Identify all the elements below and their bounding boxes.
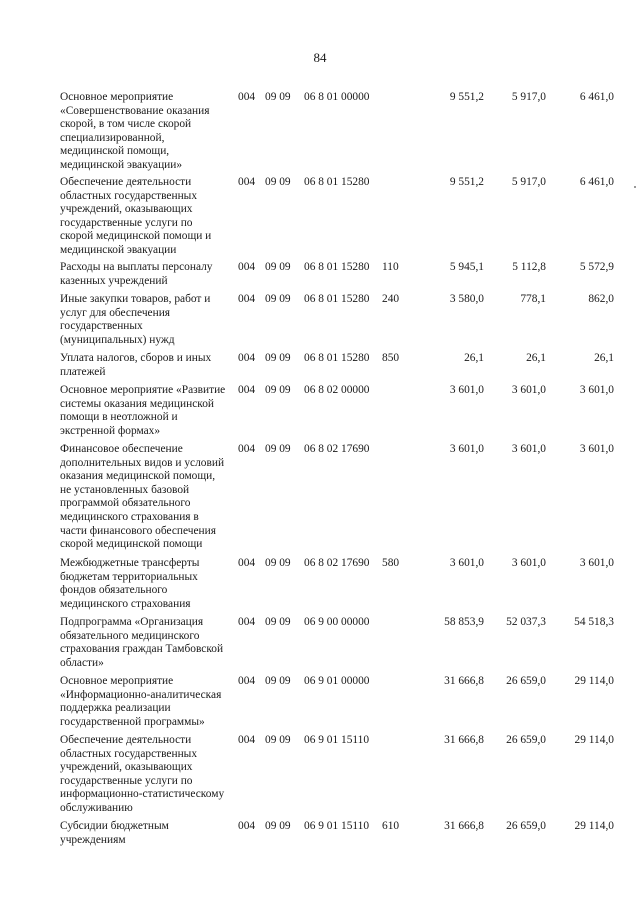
amount-year-3: 54 518,3	[574, 616, 614, 628]
ministry-code: 004	[238, 384, 256, 396]
ministry-code: 004	[238, 734, 256, 746]
section-code: 09 09	[265, 261, 291, 273]
amount-year-3: 29 114,0	[574, 734, 614, 746]
amount-year-2: 26,1	[526, 352, 546, 364]
row-name: Обеспечение деятельности областных государственных учреждений, оказывающих государственные услуги по скорой медицинской помощи и медицинской эвакуации	[60, 176, 212, 256]
section-code: 09 09	[265, 293, 291, 305]
amount-year-1: 3 601,0	[449, 557, 484, 569]
amount-year-3: 6 461,0	[579, 176, 614, 188]
ministry-code: 004	[238, 91, 256, 103]
row-name: Уплата налогов, сборов и иных платежей	[60, 352, 212, 378]
target-code: 06 8 01 15280	[304, 261, 370, 273]
amount-year-2: 52 037,3	[506, 616, 546, 628]
row-name: Основное мероприятие «Развитие системы оказания медицинской помощи в неотложной и экстренной формах»	[60, 384, 226, 437]
amount-year-1: 5 945,1	[449, 261, 484, 273]
amount-year-1: 9 551,2	[449, 91, 484, 103]
amount-year-2: 26 659,0	[506, 820, 546, 832]
target-code: 06 9 01 15110	[304, 734, 370, 746]
section-code: 09 09	[265, 352, 291, 364]
target-code: 06 9 00 00000	[304, 616, 370, 628]
amount-year-1: 3 580,0	[449, 293, 484, 305]
amount-year-3: 6 461,0	[579, 91, 614, 103]
row-name: Подпрограмма «Организация обязательного медицинского страхования граждан Тамбовской области»	[60, 616, 224, 669]
amount-year-2: 5 112,8	[512, 261, 546, 273]
amount-year-3: 3 601,0	[579, 384, 614, 396]
row-name: Расходы на выплаты персоналу казенных учреждений	[60, 261, 213, 287]
section-code: 09 09	[265, 820, 291, 832]
amount-year-3: 3 601,0	[579, 443, 614, 455]
ministry-code: 004	[238, 293, 256, 305]
amount-year-1: 31 666,8	[444, 675, 484, 687]
target-code: 06 8 01 15280	[304, 293, 370, 305]
row-name: Обеспечение деятельности областных государственных учреждений, оказывающих государственные услуги по информационно-статистическому обслуживанию	[60, 734, 225, 814]
row-name: Субсидии бюджетным учреждениям	[60, 820, 169, 846]
scan-speck	[634, 186, 636, 188]
target-code: 06 8 01 15280	[304, 352, 370, 364]
target-code: 06 8 02 17690	[304, 443, 370, 455]
ministry-code: 004	[238, 443, 256, 455]
section-code: 09 09	[265, 675, 291, 687]
section-code: 09 09	[265, 557, 291, 569]
target-code: 06 8 01 00000	[304, 91, 370, 103]
amount-year-1: 58 853,9	[444, 616, 484, 628]
amount-year-2: 778,1	[520, 293, 546, 305]
amount-year-2: 3 601,0	[511, 384, 546, 396]
ministry-code: 004	[238, 616, 256, 628]
amount-year-3: 26,1	[594, 352, 614, 364]
amount-year-3: 3 601,0	[579, 557, 614, 569]
row-name: Основное мероприятие «Информационно-аналитическая поддержка реализации государственной программы»	[60, 675, 222, 728]
section-code: 09 09	[265, 384, 291, 396]
amount-year-2: 26 659,0	[506, 675, 546, 687]
ministry-code: 004	[238, 820, 256, 832]
expense-type-code: 110	[382, 261, 399, 273]
section-code: 09 09	[265, 616, 291, 628]
ministry-code: 004	[238, 675, 256, 687]
amount-year-2: 26 659,0	[506, 734, 546, 746]
target-code: 06 8 01 15280	[304, 176, 370, 188]
ministry-code: 004	[238, 352, 256, 364]
amount-year-3: 5 572,9	[579, 261, 614, 273]
expense-type-code: 580	[382, 557, 400, 569]
target-code: 06 9 01 15110	[304, 820, 370, 832]
amount-year-1: 31 666,8	[444, 820, 484, 832]
amount-year-2: 3 601,0	[511, 443, 546, 455]
expense-type-code: 240	[382, 293, 400, 305]
row-name: Финансовое обеспечение дополнительных видов и условий оказания медицинской помощи, не установленных базовой программой обязательного медицинского страхования в части финансового обеспечения скорой медицинской помощи	[60, 443, 225, 551]
expense-type-code: 610	[382, 820, 400, 832]
section-code: 09 09	[265, 91, 291, 103]
section-code: 09 09	[265, 443, 291, 455]
row-name: Иные закупки товаров, работ и услуг для обеспечения государственных (муниципальных) нужд	[60, 293, 211, 346]
target-code: 06 8 02 00000	[304, 384, 370, 396]
amount-year-3: 29 114,0	[574, 820, 614, 832]
amount-year-1: 3 601,0	[449, 443, 484, 455]
amount-year-1: 9 551,2	[449, 176, 484, 188]
amount-year-2: 5 917,0	[511, 91, 546, 103]
ministry-code: 004	[238, 176, 256, 188]
section-code: 09 09	[265, 734, 291, 746]
ministry-code: 004	[238, 557, 256, 569]
amount-year-2: 3 601,0	[511, 557, 546, 569]
amount-year-3: 862,0	[588, 293, 614, 305]
target-code: 06 9 01 00000	[304, 675, 370, 687]
section-code: 09 09	[265, 176, 291, 188]
row-name: Межбюджетные трансферты бюджетам территориальных фондов обязательного медицинского страхования	[60, 557, 200, 610]
amount-year-1: 3 601,0	[449, 384, 484, 396]
amount-year-1: 26,1	[464, 352, 484, 364]
amount-year-2: 5 917,0	[511, 176, 546, 188]
row-name: Основное мероприятие «Совершенствование оказания скорой, в том числе скорой специализированной, медицинской помощи, медицинской эвакуации»	[60, 91, 210, 171]
ministry-code: 004	[238, 261, 256, 273]
amount-year-3: 29 114,0	[574, 675, 614, 687]
expense-type-code: 850	[382, 352, 400, 364]
target-code: 06 8 02 17690	[304, 557, 370, 569]
page-number: 84	[313, 50, 327, 65]
amount-year-1: 31 666,8	[444, 734, 484, 746]
